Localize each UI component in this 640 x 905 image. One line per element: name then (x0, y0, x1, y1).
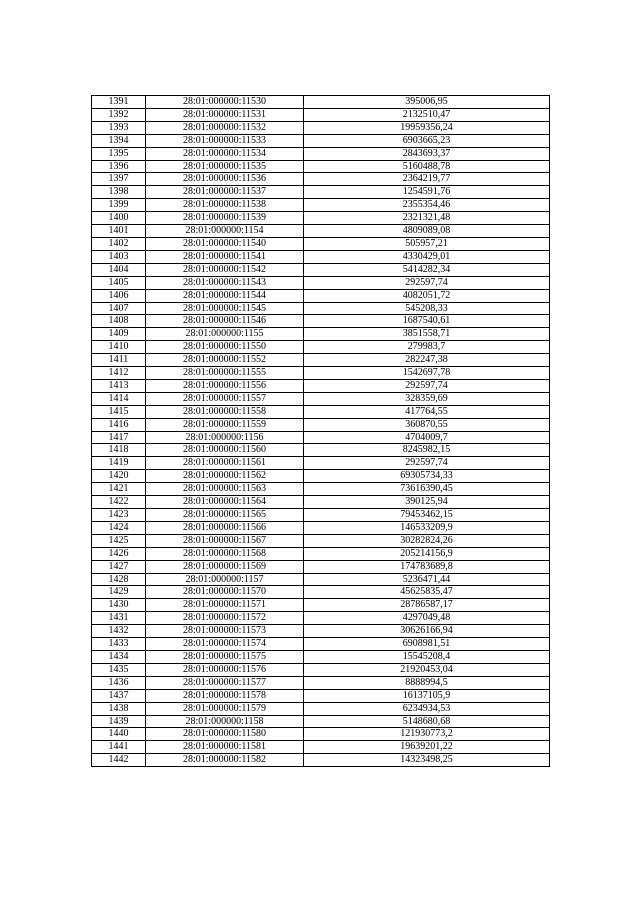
table-row (92, 625, 550, 638)
cadastral-number-cell: 28:01:000000:11543 (146, 276, 304, 289)
row-number-cell: 1416 (92, 418, 146, 431)
value-cell: 328359,69 (304, 392, 550, 405)
row-number-cell: 1391 (92, 96, 146, 109)
value-cell: 28786587,17 (304, 599, 550, 612)
table-row (92, 676, 550, 689)
row-number-cell: 1395 (92, 147, 146, 160)
value-cell: 390125,94 (304, 496, 550, 509)
cadastral-number-cell: 28:01:000000:11578 (146, 689, 304, 702)
value-cell: 292597,74 (304, 457, 550, 470)
cadastral-number-cell: 28:01:000000:11573 (146, 625, 304, 638)
cadastral-number-cell: 28:01:000000:11581 (146, 741, 304, 754)
cadastral-number-cell: 28:01:000000:1156 (146, 431, 304, 444)
table-row (92, 250, 550, 263)
table-row (92, 534, 550, 547)
table-row (92, 573, 550, 586)
cadastral-number-cell: 28:01:000000:11577 (146, 676, 304, 689)
table-row (92, 315, 550, 328)
row-number-cell: 1437 (92, 689, 146, 702)
value-cell: 2321321,48 (304, 212, 550, 225)
cadastral-number-cell: 28:01:000000:1157 (146, 573, 304, 586)
row-number-cell: 1414 (92, 392, 146, 405)
table-row (92, 328, 550, 341)
row-number-cell: 1418 (92, 444, 146, 457)
value-cell: 19639201,22 (304, 741, 550, 754)
row-number-cell: 1399 (92, 199, 146, 212)
value-cell: 30626166,94 (304, 625, 550, 638)
value-cell: 279983,7 (304, 341, 550, 354)
row-number-cell: 1421 (92, 483, 146, 496)
cadastral-number-cell: 28:01:000000:11540 (146, 237, 304, 250)
value-cell: 45625835,47 (304, 586, 550, 599)
value-cell: 282247,38 (304, 354, 550, 367)
row-number-cell: 1396 (92, 160, 146, 173)
table-row (92, 444, 550, 457)
cadastral-number-cell: 28:01:000000:11534 (146, 147, 304, 160)
table-row (92, 431, 550, 444)
value-cell: 292597,74 (304, 276, 550, 289)
cadastral-number-cell: 28:01:000000:11531 (146, 108, 304, 121)
row-number-cell: 1425 (92, 534, 146, 547)
table-row (92, 199, 550, 212)
value-cell: 1687540,61 (304, 315, 550, 328)
cadastral-number-cell: 28:01:000000:11536 (146, 173, 304, 186)
cadastral-number-cell: 28:01:000000:11576 (146, 663, 304, 676)
row-number-cell: 1441 (92, 741, 146, 754)
row-number-cell: 1408 (92, 315, 146, 328)
row-number-cell: 1401 (92, 225, 146, 238)
cadastral-number-cell: 28:01:000000:11572 (146, 612, 304, 625)
value-cell: 15545208,4 (304, 650, 550, 663)
table-row (92, 96, 550, 109)
cadastral-number-cell: 28:01:000000:11569 (146, 560, 304, 573)
value-cell: 79453462,15 (304, 509, 550, 522)
row-number-cell: 1420 (92, 470, 146, 483)
cadastral-number-cell: 28:01:000000:11532 (146, 121, 304, 134)
row-number-cell: 1429 (92, 586, 146, 599)
value-cell: 5236471,44 (304, 573, 550, 586)
value-cell: 505957,21 (304, 237, 550, 250)
row-number-cell: 1397 (92, 173, 146, 186)
row-number-cell: 1440 (92, 728, 146, 741)
row-number-cell: 1419 (92, 457, 146, 470)
row-number-cell: 1432 (92, 625, 146, 638)
table-row (92, 599, 550, 612)
table-row (92, 638, 550, 651)
value-cell: 1254591,76 (304, 186, 550, 199)
value-cell: 69305734,33 (304, 470, 550, 483)
value-cell: 6903665,23 (304, 134, 550, 147)
value-cell: 14323498,25 (304, 754, 550, 767)
table-row (92, 715, 550, 728)
table-row (92, 612, 550, 625)
table-row (92, 702, 550, 715)
row-number-cell: 1406 (92, 289, 146, 302)
value-cell: 146533209,9 (304, 521, 550, 534)
table-row (92, 108, 550, 121)
cadastral-number-cell: 28:01:000000:11538 (146, 199, 304, 212)
cadastral-number-cell: 28:01:000000:11560 (146, 444, 304, 457)
table-row (92, 341, 550, 354)
cadastral-number-cell: 28:01:000000:11539 (146, 212, 304, 225)
value-cell: 205214156,9 (304, 547, 550, 560)
table-row (92, 173, 550, 186)
table-row (92, 754, 550, 767)
table-row (92, 509, 550, 522)
table-row (92, 289, 550, 302)
row-number-cell: 1402 (92, 237, 146, 250)
registry-table-body (92, 96, 550, 767)
cadastral-number-cell: 28:01:000000:11559 (146, 418, 304, 431)
table-row (92, 237, 550, 250)
value-cell: 4809089,08 (304, 225, 550, 238)
row-number-cell: 1433 (92, 638, 146, 651)
row-number-cell: 1409 (92, 328, 146, 341)
cadastral-number-cell: 28:01:000000:11561 (146, 457, 304, 470)
cadastral-number-cell: 28:01:000000:11570 (146, 586, 304, 599)
value-cell: 21920453,04 (304, 663, 550, 676)
row-number-cell: 1431 (92, 612, 146, 625)
row-number-cell: 1415 (92, 405, 146, 418)
row-number-cell: 1413 (92, 379, 146, 392)
value-cell: 5148680,68 (304, 715, 550, 728)
cadastral-number-cell: 28:01:000000:11545 (146, 302, 304, 315)
value-cell: 2843693,37 (304, 147, 550, 160)
table-row (92, 547, 550, 560)
row-number-cell: 1426 (92, 547, 146, 560)
value-cell: 30282824,26 (304, 534, 550, 547)
table-row (92, 457, 550, 470)
table-row (92, 405, 550, 418)
value-cell: 16137105,9 (304, 689, 550, 702)
table-row (92, 586, 550, 599)
value-cell: 2364219,77 (304, 173, 550, 186)
value-cell: 2355354,46 (304, 199, 550, 212)
row-number-cell: 1438 (92, 702, 146, 715)
row-number-cell: 1430 (92, 599, 146, 612)
row-number-cell: 1436 (92, 676, 146, 689)
cadastral-number-cell: 28:01:000000:11557 (146, 392, 304, 405)
row-number-cell: 1404 (92, 263, 146, 276)
cadastral-number-cell: 28:01:000000:11558 (146, 405, 304, 418)
cadastral-number-cell: 28:01:000000:11565 (146, 509, 304, 522)
table-row (92, 470, 550, 483)
row-number-cell: 1423 (92, 509, 146, 522)
cadastral-number-cell: 28:01:000000:11582 (146, 754, 304, 767)
cadastral-number-cell: 28:01:000000:11542 (146, 263, 304, 276)
table-row (92, 160, 550, 173)
cadastral-number-cell: 28:01:000000:11564 (146, 496, 304, 509)
cadastral-number-cell: 28:01:000000:11530 (146, 96, 304, 109)
table-row (92, 689, 550, 702)
row-number-cell: 1434 (92, 650, 146, 663)
table-row (92, 121, 550, 134)
cadastral-number-cell: 28:01:000000:1158 (146, 715, 304, 728)
table-row (92, 225, 550, 238)
cadastral-number-cell: 28:01:000000:11555 (146, 367, 304, 380)
cadastral-number-cell: 28:01:000000:11537 (146, 186, 304, 199)
row-number-cell: 1427 (92, 560, 146, 573)
row-number-cell: 1424 (92, 521, 146, 534)
table-row (92, 483, 550, 496)
cadastral-number-cell: 28:01:000000:11562 (146, 470, 304, 483)
cadastral-number-cell: 28:01:000000:11550 (146, 341, 304, 354)
value-cell: 6234934,53 (304, 702, 550, 715)
row-number-cell: 1439 (92, 715, 146, 728)
cadastral-number-cell: 28:01:000000:11556 (146, 379, 304, 392)
value-cell: 8888994,5 (304, 676, 550, 689)
table-row (92, 728, 550, 741)
table-row (92, 496, 550, 509)
value-cell: 4082051,72 (304, 289, 550, 302)
row-number-cell: 1417 (92, 431, 146, 444)
row-number-cell: 1412 (92, 367, 146, 380)
table-row (92, 650, 550, 663)
value-cell: 19959356,24 (304, 121, 550, 134)
cadastral-number-cell: 28:01:000000:11552 (146, 354, 304, 367)
table-row (92, 521, 550, 534)
cadastral-number-cell: 28:01:000000:1155 (146, 328, 304, 341)
table-row (92, 263, 550, 276)
row-number-cell: 1405 (92, 276, 146, 289)
row-number-cell: 1394 (92, 134, 146, 147)
row-number-cell: 1442 (92, 754, 146, 767)
cadastral-number-cell: 28:01:000000:11566 (146, 521, 304, 534)
cadastral-number-cell: 28:01:000000:11535 (146, 160, 304, 173)
value-cell: 360870,55 (304, 418, 550, 431)
cadastral-number-cell: 28:01:000000:11579 (146, 702, 304, 715)
value-cell: 174783689,8 (304, 560, 550, 573)
row-number-cell: 1393 (92, 121, 146, 134)
cadastral-number-cell: 28:01:000000:11575 (146, 650, 304, 663)
row-number-cell: 1428 (92, 573, 146, 586)
cadastral-number-cell: 28:01:000000:11544 (146, 289, 304, 302)
table-row (92, 212, 550, 225)
table-row (92, 147, 550, 160)
row-number-cell: 1398 (92, 186, 146, 199)
value-cell: 292597,74 (304, 379, 550, 392)
value-cell: 121930773,2 (304, 728, 550, 741)
row-number-cell: 1403 (92, 250, 146, 263)
value-cell: 73616390,45 (304, 483, 550, 496)
row-number-cell: 1400 (92, 212, 146, 225)
table-row (92, 392, 550, 405)
table-row (92, 302, 550, 315)
value-cell: 2132510,47 (304, 108, 550, 121)
cadastral-number-cell: 28:01:000000:11571 (146, 599, 304, 612)
cadastral-number-cell: 28:01:000000:11580 (146, 728, 304, 741)
value-cell: 8245982,15 (304, 444, 550, 457)
value-cell: 395006,95 (304, 96, 550, 109)
cadastral-number-cell: 28:01:000000:11563 (146, 483, 304, 496)
value-cell: 5414282,34 (304, 263, 550, 276)
cadastral-number-cell: 28:01:000000:11541 (146, 250, 304, 263)
row-number-cell: 1392 (92, 108, 146, 121)
table-row (92, 663, 550, 676)
value-cell: 4704009,7 (304, 431, 550, 444)
value-cell: 545208,33 (304, 302, 550, 315)
cadastral-number-cell: 28:01:000000:11568 (146, 547, 304, 560)
table-row (92, 134, 550, 147)
table-row (92, 276, 550, 289)
row-number-cell: 1407 (92, 302, 146, 315)
cadastral-number-cell: 28:01:000000:11533 (146, 134, 304, 147)
table-row (92, 418, 550, 431)
registry-table (91, 95, 550, 767)
value-cell: 417764,55 (304, 405, 550, 418)
row-number-cell: 1422 (92, 496, 146, 509)
row-number-cell: 1411 (92, 354, 146, 367)
cadastral-number-cell: 28:01:000000:1154 (146, 225, 304, 238)
cadastral-number-cell: 28:01:000000:11567 (146, 534, 304, 547)
cadastral-number-cell: 28:01:000000:11574 (146, 638, 304, 651)
table-row (92, 367, 550, 380)
value-cell: 5160488,78 (304, 160, 550, 173)
table-row (92, 354, 550, 367)
value-cell: 4330429,01 (304, 250, 550, 263)
row-number-cell: 1435 (92, 663, 146, 676)
value-cell: 6908981,51 (304, 638, 550, 651)
value-cell: 4297049,48 (304, 612, 550, 625)
table-row (92, 560, 550, 573)
table-row (92, 741, 550, 754)
value-cell: 1542697,78 (304, 367, 550, 380)
cadastral-number-cell: 28:01:000000:11546 (146, 315, 304, 328)
table-row (92, 186, 550, 199)
table-row (92, 379, 550, 392)
row-number-cell: 1410 (92, 341, 146, 354)
value-cell: 3851558,71 (304, 328, 550, 341)
